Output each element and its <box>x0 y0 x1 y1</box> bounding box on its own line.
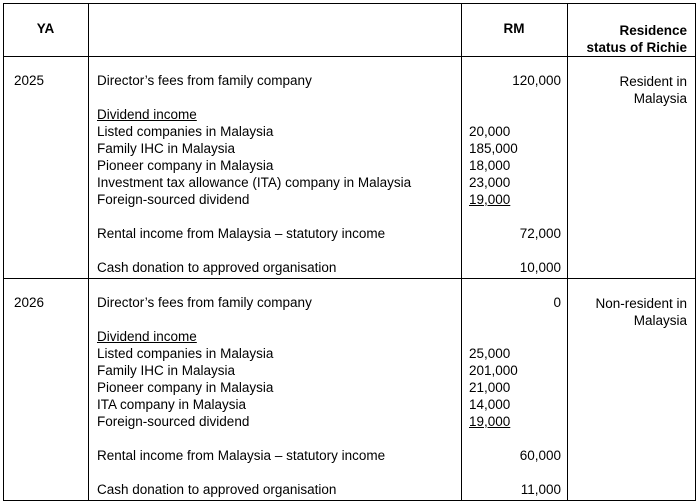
header-rm: RM <box>503 21 525 36</box>
directors-fees-label: Director’s fees from family company <box>97 73 312 88</box>
dividend-heading: Dividend income <box>97 329 197 344</box>
table-right-border <box>695 3 696 501</box>
dividend-label: Investment tax allowance (ITA) company in Malaysia <box>97 175 412 190</box>
dividend-label: Foreign-sourced dividend <box>97 414 250 429</box>
residence-status-line1: Non-resident in <box>595 296 687 311</box>
dividend-label: Family IHC in Malaysia <box>97 141 236 156</box>
dividend-amount: 19,000 <box>469 192 511 207</box>
rental-income-amount: 60,000 <box>519 448 561 463</box>
year-2025: 2025 <box>14 73 45 88</box>
dividend-label: Listed companies in Malaysia <box>97 346 274 361</box>
residence-status-line2: Malaysia <box>633 91 687 106</box>
donation-amount: 11,000 <box>520 482 561 497</box>
dividend-amount: 25,000 <box>469 346 511 361</box>
header-status-line2: status of Richie <box>586 40 687 55</box>
donation-label: Cash donation to approved organisation <box>97 260 337 275</box>
dividend-label: ITA company in Malaysia <box>97 397 247 412</box>
table-top-border <box>3 3 696 4</box>
dividend-label: Pioneer company in Malaysia <box>97 380 274 395</box>
dividend-label: Family IHC in Malaysia <box>97 363 236 378</box>
dividend-amount: 23,000 <box>469 175 511 190</box>
dividend-amount: 21,000 <box>469 380 511 395</box>
dividend-amount: 18,000 <box>469 158 511 173</box>
dividend-amount: 20,000 <box>469 124 511 139</box>
rental-income-label: Rental income from Malaysia – statutory income <box>97 226 386 241</box>
rental-income-amount: 72,000 <box>519 226 561 241</box>
header-ya: YA <box>36 21 55 36</box>
dividend-label: Listed companies in Malaysia <box>97 124 274 139</box>
donation-amount: 10,000 <box>519 260 561 275</box>
header-bottom-border <box>3 56 696 57</box>
dividend-label: Pioneer company in Malaysia <box>97 158 274 173</box>
column-divider-ya <box>88 3 89 501</box>
dividend-amount: 19,000 <box>469 414 511 429</box>
dividend-amount: 14,000 <box>469 397 511 412</box>
dividend-amount: 201,000 <box>469 363 518 378</box>
donation-label: Cash donation to approved organisation <box>97 482 337 497</box>
dividend-label: Foreign-sourced dividend <box>97 192 250 207</box>
dividend-amount: 185,000 <box>469 141 518 156</box>
dividend-heading: Dividend income <box>97 107 197 122</box>
directors-fees-amount: 120,000 <box>512 73 561 88</box>
residence-status-line2: Malaysia <box>633 313 687 328</box>
table-bottom-border <box>3 500 696 501</box>
residence-status-line1: Resident in <box>619 74 687 89</box>
header-status-line1: Residence <box>619 23 687 38</box>
row-divider <box>3 278 696 279</box>
year-2026: 2026 <box>14 295 45 310</box>
table-left-border <box>3 3 4 501</box>
rental-income-label: Rental income from Malaysia – statutory income <box>97 448 386 463</box>
directors-fees-amount: 0 <box>553 295 561 310</box>
directors-fees-label: Director’s fees from family company <box>97 295 312 310</box>
